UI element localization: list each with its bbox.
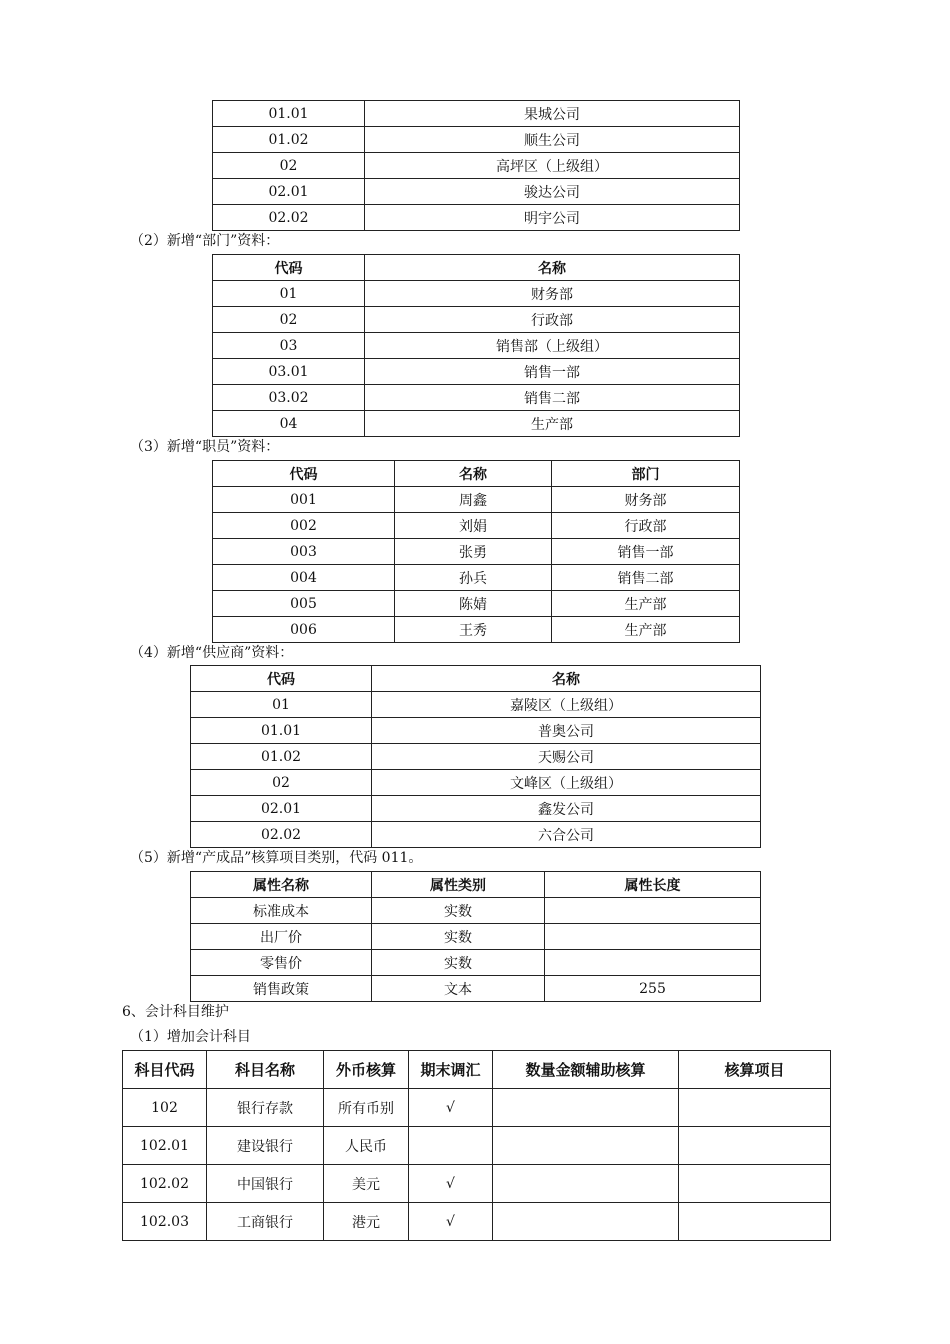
header-code: 代码 [213, 461, 395, 487]
table-cell [493, 1165, 679, 1203]
header-foreign-currency: 外币核算 [324, 1051, 409, 1089]
table-row [213, 153, 740, 179]
table-cell: 明宇公司 [365, 205, 740, 231]
table-cell [545, 950, 761, 976]
table-row [123, 1089, 831, 1127]
table-cell: 所有币别 [324, 1089, 409, 1127]
header-code: 代码 [213, 255, 365, 281]
header-account-code: 科目代码 [123, 1051, 207, 1089]
header-qty-amount-aux: 数量金额辅助核算 [493, 1051, 679, 1089]
table-cell: 销售一部 [552, 539, 740, 565]
table-cell: 六合公司 [372, 822, 761, 848]
table-cell: 果城公司 [365, 101, 740, 127]
table-cell: 02.02 [191, 822, 372, 848]
table-cell: 01.01 [213, 101, 365, 127]
table-row [123, 1127, 831, 1165]
staff-table [212, 460, 740, 643]
header-attr-length: 属性长度 [545, 872, 761, 898]
table-cell: 02.01 [213, 179, 365, 205]
header-attr-type: 属性类别 [372, 872, 545, 898]
table-row [213, 539, 740, 565]
table-cell: 03 [213, 333, 365, 359]
table-row [191, 770, 761, 796]
table-row [191, 744, 761, 770]
table-cell: 实数 [372, 950, 545, 976]
supplier-table [190, 665, 761, 848]
table-cell: 102 [123, 1089, 207, 1127]
table-row [191, 692, 761, 718]
table-row [213, 487, 740, 513]
table-cell: 001 [213, 487, 395, 513]
table-cell [679, 1127, 831, 1165]
table-cell: 生产部 [552, 591, 740, 617]
accounts-table [122, 1050, 831, 1241]
table-cell: 03.01 [213, 359, 365, 385]
header-dept: 部门 [552, 461, 740, 487]
table-cell: 银行存款 [207, 1089, 324, 1127]
table-cell: 财务部 [552, 487, 740, 513]
table-cell: 人民币 [324, 1127, 409, 1165]
table-cell: 102.03 [123, 1203, 207, 1241]
table-cell: 04 [213, 411, 365, 437]
table-cell [679, 1203, 831, 1241]
table-cell: 孙兵 [395, 565, 552, 591]
table-cell: 02 [213, 153, 365, 179]
header-name: 名称 [395, 461, 552, 487]
table-cell: 01.02 [191, 744, 372, 770]
table-cell: 销售一部 [365, 359, 740, 385]
customer-table-continued [212, 100, 740, 231]
table-cell: √ [409, 1203, 493, 1241]
table-cell: 文峰区（上级组） [372, 770, 761, 796]
table-cell: 01.02 [213, 127, 365, 153]
header-accounting-item: 核算项目 [679, 1051, 831, 1089]
table-cell [545, 924, 761, 950]
table-cell: 02.02 [213, 205, 365, 231]
table-cell: 01 [191, 692, 372, 718]
table-cell: 陈婧 [395, 591, 552, 617]
table-cell: 02 [213, 307, 365, 333]
table-row [213, 127, 740, 153]
table-cell [679, 1165, 831, 1203]
table-cell [409, 1127, 493, 1165]
table-cell: 建设银行 [207, 1127, 324, 1165]
header-account-name: 科目名称 [207, 1051, 324, 1089]
table-cell: 006 [213, 617, 395, 643]
section-accounts-heading: （1）增加会计科目 [130, 1029, 251, 1045]
table-row [213, 281, 740, 307]
table-row [191, 976, 761, 1002]
table-cell: 嘉陵区（上级组） [372, 692, 761, 718]
table-cell: 零售价 [191, 950, 372, 976]
table-row [191, 822, 761, 848]
table-cell: 004 [213, 565, 395, 591]
table-cell: 刘娟 [395, 513, 552, 539]
header-attr-name: 属性名称 [191, 872, 372, 898]
table-cell: 003 [213, 539, 395, 565]
table-row [213, 617, 740, 643]
section-product-heading: （5）新增“产成品”核算项目类别，代码 011。 [130, 850, 423, 866]
table-row [213, 513, 740, 539]
table-cell: 张勇 [395, 539, 552, 565]
table-cell: 03.02 [213, 385, 365, 411]
table-row [123, 1203, 831, 1241]
table-cell [545, 898, 761, 924]
section-supplier-heading: （4）新增“供应商”资料： [130, 645, 294, 661]
table-row [213, 359, 740, 385]
dept-table [212, 254, 740, 437]
table-row [213, 179, 740, 205]
table-row [213, 307, 740, 333]
table-cell: 销售二部 [365, 385, 740, 411]
table-cell: 01.01 [191, 718, 372, 744]
table-cell: 01 [213, 281, 365, 307]
table-cell: 实数 [372, 924, 545, 950]
table-cell: √ [409, 1089, 493, 1127]
table-cell: 02 [191, 770, 372, 796]
table-cell: 财务部 [365, 281, 740, 307]
table-cell: 标准成本 [191, 898, 372, 924]
header-name: 名称 [365, 255, 740, 281]
table-cell: 文本 [372, 976, 545, 1002]
table-row [191, 924, 761, 950]
table-cell: 行政部 [365, 307, 740, 333]
table-row [213, 333, 740, 359]
table-cell [493, 1089, 679, 1127]
section-staff-heading: （3）新增“职员”资料： [130, 439, 280, 455]
table-cell: 002 [213, 513, 395, 539]
table-cell: 生产部 [365, 411, 740, 437]
section-dept-heading: （2）新增“部门”资料： [130, 233, 280, 249]
table-row [213, 205, 740, 231]
table-cell: 102.02 [123, 1165, 207, 1203]
table-row [213, 101, 740, 127]
table-cell [679, 1089, 831, 1127]
table-row [213, 411, 740, 437]
table-cell: 高坪区（上级组） [365, 153, 740, 179]
table-cell: 工商银行 [207, 1203, 324, 1241]
table-cell: 天赐公司 [372, 744, 761, 770]
table-cell: 出厂价 [191, 924, 372, 950]
table-cell: 周鑫 [395, 487, 552, 513]
table-cell: 销售政策 [191, 976, 372, 1002]
table-row [191, 950, 761, 976]
table-cell: 行政部 [552, 513, 740, 539]
header-period-end-adjust: 期末调汇 [409, 1051, 493, 1089]
table-cell: 港元 [324, 1203, 409, 1241]
table-cell [493, 1127, 679, 1165]
table-cell: 中国银行 [207, 1165, 324, 1203]
table-cell: 美元 [324, 1165, 409, 1203]
product-attr-table [190, 871, 761, 1002]
table-row [213, 385, 740, 411]
header-name: 名称 [372, 666, 761, 692]
table-cell: √ [409, 1165, 493, 1203]
table-cell: 鑫发公司 [372, 796, 761, 822]
table-cell: 生产部 [552, 617, 740, 643]
table-row [191, 718, 761, 744]
table-row [123, 1165, 831, 1203]
table-cell: 02.01 [191, 796, 372, 822]
table-cell: 102.01 [123, 1127, 207, 1165]
table-row [213, 565, 740, 591]
table-cell: 顺生公司 [365, 127, 740, 153]
table-cell: 王秀 [395, 617, 552, 643]
table-cell: 销售部（上级组） [365, 333, 740, 359]
table-row [191, 796, 761, 822]
table-cell: 实数 [372, 898, 545, 924]
table-cell: 255 [545, 976, 761, 1002]
table-cell: 普奥公司 [372, 718, 761, 744]
table-row [213, 591, 740, 617]
section-accounts-title: 6、会计科目维护 [122, 1004, 229, 1020]
table-cell: 005 [213, 591, 395, 617]
table-cell [493, 1203, 679, 1241]
table-cell: 销售二部 [552, 565, 740, 591]
table-cell: 骏达公司 [365, 179, 740, 205]
table-row [191, 898, 761, 924]
header-code: 代码 [191, 666, 372, 692]
